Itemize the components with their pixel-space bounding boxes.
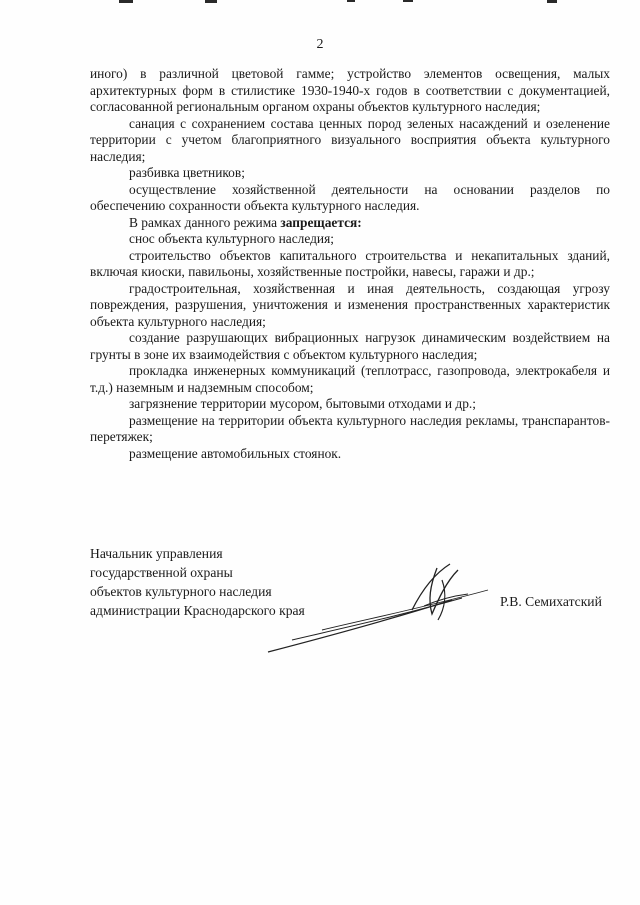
paragraph: прокладка инженерных коммуникаций (теплотрасс, газопровода, электрокабеля и т.д.) наземным и надземным способом; <box>90 363 610 395</box>
regime-heading-emphasis: запрещается: <box>280 214 362 230</box>
scan-mark <box>205 0 217 3</box>
scan-mark <box>403 0 413 2</box>
paragraph: осуществление хозяйственной деятельности на основании разделов по обеспечению сохранности объекта культурного наследия. <box>90 181 610 213</box>
paragraph: строительство объектов капитального строительства и некапитальных зданий, включая киоски, павильоны, хозяйственные постройки, навесы, гаражи и др.; <box>90 247 610 279</box>
signatory-title-line: государственной охраны <box>90 565 233 580</box>
signatory-title-line: объектов культурного наследия <box>90 584 272 599</box>
paragraph: размещение на территории объекта культурного наследия рекламы, транспарантов-перетяжек; <box>90 412 610 444</box>
paragraph: размещение автомобильных стоянок. <box>129 445 342 461</box>
paragraph: разбивка цветников; <box>129 165 245 180</box>
paragraph: санация с сохранением состава ценных пород зеленых насаждений и озеленение территории с учетом благоприятного визуального восприятия объекта культурного наследия; <box>90 115 610 164</box>
scan-mark <box>547 0 557 3</box>
regime-heading <box>90 215 610 232</box>
page-number: 2 <box>316 37 324 52</box>
scan-mark <box>347 0 355 2</box>
paragraph: иного) в различной цветовой гамме; устройство элементов освещения, малых архитектурных форм в стилистике 1930-1940-х годов в соответствии с документацией, согласованной региональным органом охраны объектов культурного наследия; <box>90 66 610 114</box>
paragraph: создание разрушающих вибрационных нагрузок динамическим воздействием на грунты в зоне их взаимодействия с объектом культурного наследия; <box>90 330 610 362</box>
paragraph: градостроительная, хозяйственная и иная деятельность, создающая угрозу повреждения, разрушения, уничтожения и изменения пространственных характеристик объекта культурного наследия; <box>90 280 610 329</box>
paragraph: сноc объекта культурного наследия; <box>129 231 334 246</box>
scan-mark <box>119 0 133 3</box>
document-body <box>90 66 610 462</box>
signatory-name: Р.В. Семихатский <box>500 594 602 609</box>
signatory-title-line: Начальник управления <box>90 546 223 561</box>
handwritten-signature <box>262 560 492 660</box>
regime-heading-prefix: В рамках данного режима <box>129 214 281 230</box>
paragraph: загрязнение территории мусором, бытовыми отходами и др.; <box>129 396 476 411</box>
signatory-title-line: администрации Краснодарского края <box>90 603 305 618</box>
